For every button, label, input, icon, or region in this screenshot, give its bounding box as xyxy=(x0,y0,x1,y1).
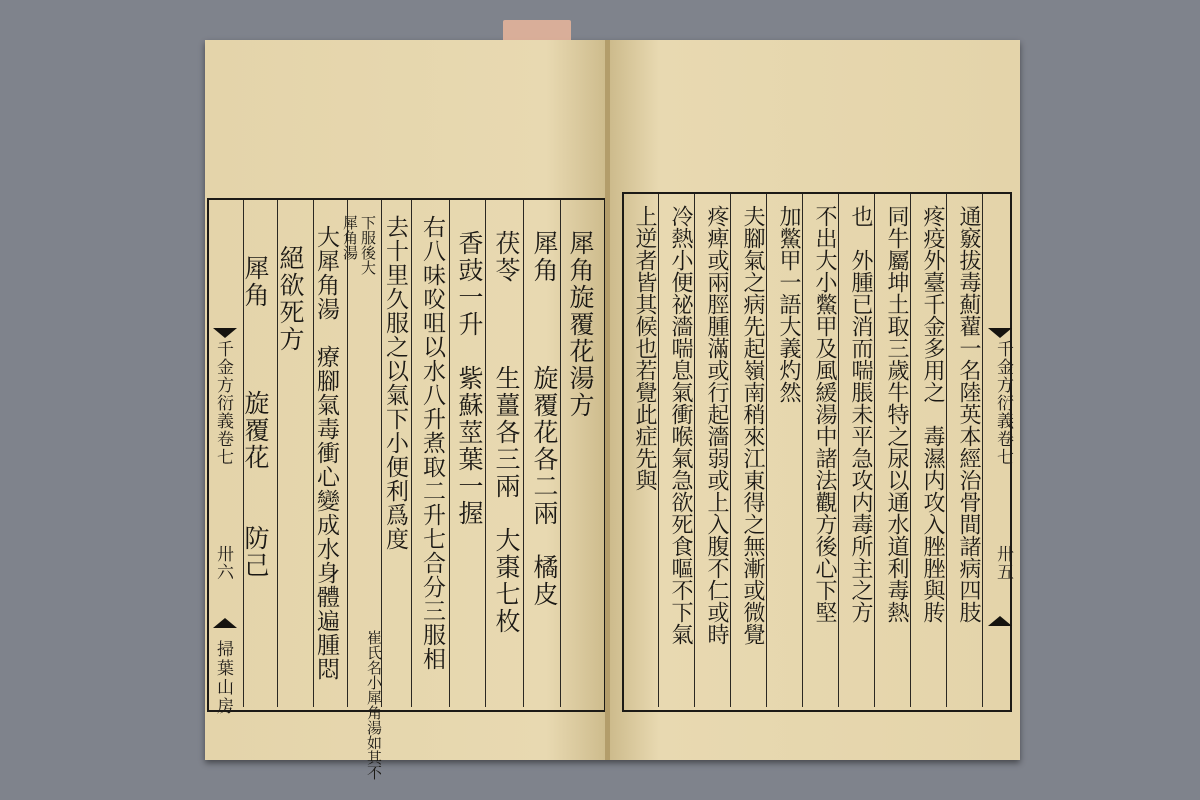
right-col-4: 也 外腫已消而喘脹未平急攻内毒所主之方 xyxy=(848,205,873,623)
open-book xyxy=(205,40,1020,780)
right-fold-page: 卅五 xyxy=(993,545,1013,581)
left-col-11: 犀角 旋覆花 防己 xyxy=(241,255,270,579)
right-page xyxy=(610,40,1020,760)
left-col-9: 大犀角湯 療腳氣毒衝心變成水身體遍腫悶 xyxy=(313,225,339,681)
right-col-5: 不出大小鱉甲及風緩湯中諸法觀方後心下堅 xyxy=(812,205,837,623)
left-col-3: 茯苓 生薑各三兩 大棗七枚 xyxy=(492,230,521,635)
left-col-5: 右八味㕮咀以水八升煮取二升七合分三服相 xyxy=(419,215,445,671)
left-col-7: 下服後大 xyxy=(359,215,377,275)
right-fishtail-bottom xyxy=(988,616,1012,626)
left-col-10: 絕欲死方 xyxy=(276,245,305,353)
right-col-10: 上逆者皆其候也若覺此症先與 xyxy=(632,205,657,491)
left-col-2: 犀角 旋覆花各二兩 橘皮 xyxy=(530,230,559,608)
right-col-8: 疼痺或兩脛腫滿或行起濇弱或上入腹不仁或時 xyxy=(704,205,729,645)
left-fold-page: 卅六 xyxy=(213,545,233,581)
left-fold-title: 千金方衍義卷七 xyxy=(213,340,233,466)
right-col-6: 加鱉甲一語大義灼然 xyxy=(776,205,801,403)
left-col-4: 香豉一升 紫蘇莖葉一握 xyxy=(455,230,484,527)
left-page xyxy=(205,40,607,780)
right-col-3: 同牛屬坤土取三歲牛特之尿以通水道利毒熱 xyxy=(884,205,909,623)
right-fishtail-top xyxy=(988,328,1012,338)
right-fold-title: 千金方衍義卷七 xyxy=(993,340,1013,466)
right-col-9: 冷熱小便祕濇喘息氣衝喉氣急欲死食嘔不下氣 xyxy=(668,205,693,645)
right-col-1: 通竅拔毒薊藋一名陸英本經治骨間諸病四肢 xyxy=(956,205,981,623)
right-col-7: 夫腳氣之病先起嶺南稍來江東得之無漸或微覺 xyxy=(740,205,765,645)
fold-fishtail-top xyxy=(213,328,237,338)
left-col-1: 犀角旋覆花湯方 xyxy=(566,230,595,419)
fold-fishtail-bottom xyxy=(213,618,237,628)
left-note: 崔氏名小犀角湯如其不 xyxy=(365,630,383,780)
left-publisher: 掃葉山房 xyxy=(213,640,233,716)
right-col-2: 疼疫外臺千金多用之 毒濕内攻入脞脞與䏝 xyxy=(920,205,945,623)
left-col-8: 犀角湯 xyxy=(341,215,359,260)
left-col-6: 去十里久服之以氣下小便利爲度 xyxy=(382,215,408,551)
